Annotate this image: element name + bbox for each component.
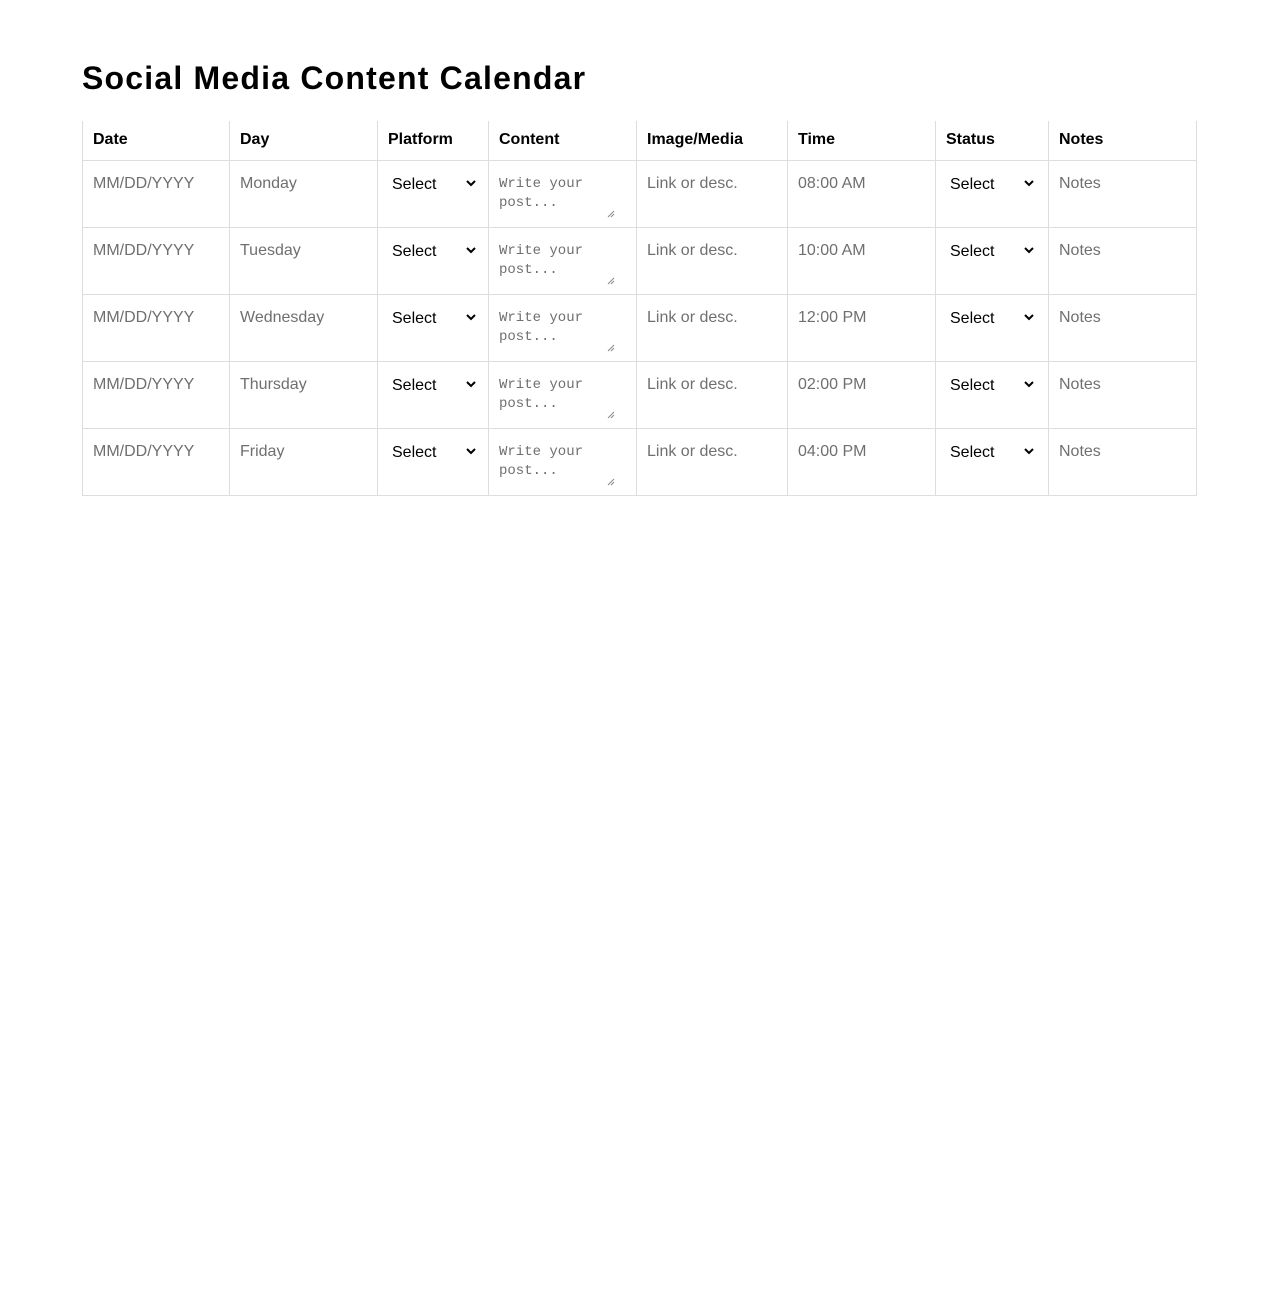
time-input[interactable]: [798, 375, 925, 395]
column-header-time: Time: [788, 121, 936, 160]
status-cell: [936, 361, 1049, 428]
chevron-down-icon: [1024, 246, 1034, 254]
status-select[interactable]: [946, 174, 1036, 195]
image-media-input[interactable]: [647, 174, 777, 194]
chevron-down-icon: [1024, 179, 1034, 187]
header-row: [83, 121, 1197, 160]
chevron-down-icon: [1024, 447, 1034, 455]
platform-select-value: Select: [392, 242, 437, 260]
column-header-notes: Notes: [1049, 121, 1197, 160]
day-cell: [230, 160, 378, 227]
date-input[interactable]: [93, 375, 219, 395]
day-input[interactable]: [240, 308, 367, 328]
column-header-date: Date: [83, 121, 230, 160]
platform-cell: [378, 160, 489, 227]
status-select[interactable]: [946, 442, 1036, 463]
resize-grip-icon[interactable]: [607, 411, 615, 419]
image-media-input[interactable]: [647, 375, 777, 395]
chevron-down-icon: [466, 246, 476, 254]
content-cell: [489, 160, 637, 227]
column-header-day: Day: [230, 121, 378, 160]
status-select-value: Select: [950, 376, 995, 394]
platform-select-value: Select: [392, 443, 437, 461]
notes-input[interactable]: [1059, 442, 1186, 462]
notes-input[interactable]: [1059, 375, 1186, 395]
time-cell: [788, 227, 936, 294]
page-title: Social Media Content Calendar: [82, 60, 587, 96]
platform-select[interactable]: [388, 442, 478, 463]
content-cell: [489, 294, 637, 361]
column-header-status: Status: [936, 121, 1049, 160]
platform-select-value: Select: [392, 376, 437, 394]
content-calendar-table: [82, 121, 1197, 496]
status-cell: [936, 294, 1049, 361]
day-input[interactable]: [240, 442, 367, 462]
image-media-input[interactable]: [647, 241, 777, 261]
platform-select[interactable]: [388, 241, 478, 262]
time-input[interactable]: [798, 442, 925, 462]
platform-select[interactable]: [388, 308, 478, 329]
status-select[interactable]: [946, 375, 1036, 396]
notes-cell: [1049, 361, 1197, 428]
image-media-cell: [637, 361, 788, 428]
column-header-platform: Platform: [378, 121, 489, 160]
day-cell: [230, 361, 378, 428]
image-media-input[interactable]: [647, 442, 777, 462]
image-media-cell: [637, 294, 788, 361]
time-cell: [788, 428, 936, 495]
content-textarea-wrapper: [499, 373, 625, 419]
table-row: [83, 227, 1197, 294]
status-select[interactable]: [946, 308, 1036, 329]
platform-select-value: Select: [392, 309, 437, 327]
content-textarea-wrapper: [499, 440, 625, 486]
chevron-down-icon: [466, 380, 476, 388]
date-input[interactable]: [93, 174, 219, 194]
chevron-down-icon: [466, 447, 476, 455]
content-cell: [489, 361, 637, 428]
platform-cell: [378, 294, 489, 361]
time-cell: [788, 294, 936, 361]
status-select-value: Select: [950, 175, 995, 193]
day-cell: [230, 428, 378, 495]
day-input[interactable]: [240, 375, 367, 395]
status-cell: [936, 227, 1049, 294]
resize-grip-icon[interactable]: [607, 478, 615, 486]
status-select-value: Select: [950, 443, 995, 461]
resize-grip-icon[interactable]: [607, 344, 615, 352]
status-select-value: Select: [950, 309, 995, 327]
date-cell: [83, 428, 230, 495]
table-row: [83, 294, 1197, 361]
date-cell: [83, 227, 230, 294]
date-cell: [83, 160, 230, 227]
time-input[interactable]: [798, 174, 925, 194]
content-textarea-wrapper: [499, 172, 625, 218]
content-cell: [489, 227, 637, 294]
date-cell: [83, 361, 230, 428]
notes-input[interactable]: [1059, 241, 1186, 261]
day-input[interactable]: [240, 241, 367, 261]
image-media-cell: [637, 160, 788, 227]
chevron-down-icon: [1024, 380, 1034, 388]
date-cell: [83, 294, 230, 361]
notes-cell: [1049, 294, 1197, 361]
date-input[interactable]: [93, 241, 219, 261]
resize-grip-icon[interactable]: [607, 277, 615, 285]
content-textarea-wrapper: [499, 306, 625, 352]
platform-select[interactable]: [388, 375, 478, 396]
image-media-cell: [637, 428, 788, 495]
time-cell: [788, 361, 936, 428]
column-header-image-media: Image/Media: [637, 121, 788, 160]
chevron-down-icon: [466, 179, 476, 187]
notes-cell: [1049, 227, 1197, 294]
platform-cell: [378, 428, 489, 495]
resize-grip-icon[interactable]: [607, 210, 615, 218]
notes-cell: [1049, 160, 1197, 227]
day-input[interactable]: [240, 174, 367, 194]
notes-cell: [1049, 428, 1197, 495]
table-row: [83, 361, 1197, 428]
image-media-cell: [637, 227, 788, 294]
platform-select-value: Select: [392, 175, 437, 193]
status-cell: [936, 160, 1049, 227]
day-cell: [230, 294, 378, 361]
status-cell: [936, 428, 1049, 495]
content-cell: [489, 428, 637, 495]
status-select[interactable]: [946, 241, 1036, 262]
date-input[interactable]: [93, 442, 219, 462]
platform-cell: [378, 227, 489, 294]
chevron-down-icon: [1024, 313, 1034, 321]
time-input[interactable]: [798, 241, 925, 261]
notes-input[interactable]: [1059, 174, 1186, 194]
platform-cell: [378, 361, 489, 428]
day-cell: [230, 227, 378, 294]
column-header-content: Content: [489, 121, 637, 160]
table-row: [83, 428, 1197, 495]
content-textarea-wrapper: [499, 239, 625, 285]
platform-select[interactable]: [388, 174, 478, 195]
notes-input[interactable]: [1059, 308, 1186, 328]
image-media-input[interactable]: [647, 308, 777, 328]
status-select-value: Select: [950, 242, 995, 260]
table-row: [83, 160, 1197, 227]
time-cell: [788, 160, 936, 227]
date-input[interactable]: [93, 308, 219, 328]
chevron-down-icon: [466, 313, 476, 321]
time-input[interactable]: [798, 308, 925, 328]
